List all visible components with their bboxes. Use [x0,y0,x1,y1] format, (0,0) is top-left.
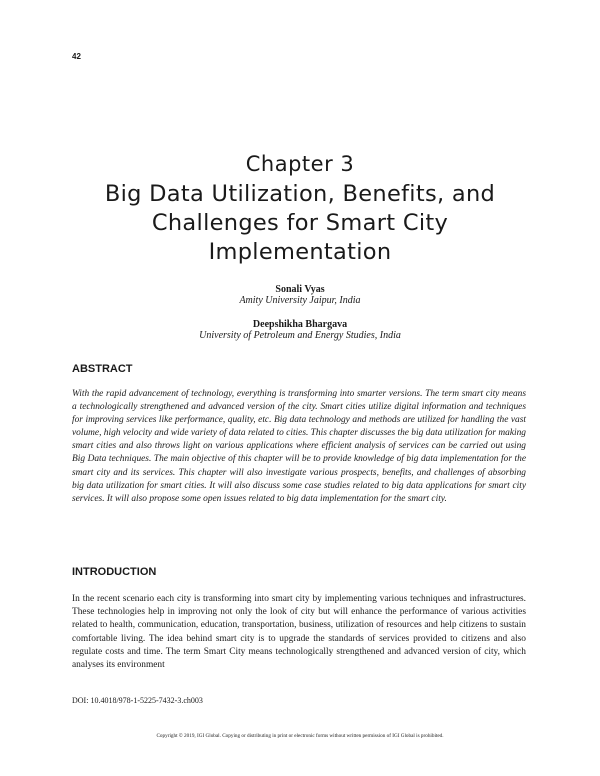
introduction-heading: INTRODUCTION [72,566,157,578]
author-affiliation: University of Petroleum and Energy Studies, India [199,330,401,341]
copyright-notice: Copyright © 2019, IGI Global. Copying or distributing in print or electronic forms without written permission of IGI Global is prohibited. [156,733,444,739]
author-affiliation: Amity University Jaipur, India [239,295,361,306]
doi: DOI: 10.4018/978-1-5225-7432-3.ch003 [72,696,203,705]
page-number: 42 [72,52,81,61]
author-name: Sonali Vyas [275,284,325,295]
abstract-text: With the rapid advancement of technology, everything is transforming into smarter versions. The term smart city means a technologically strengthened and advanced version of the city. Smart cities utilize digital information and techniques for improving services like performance, quality, etc. Big data technology and methods are utilized for handling the vast volume, high velocity and wide variety of data related to cities. This chapter discusses the big data utilization for making smart cities and also throws light on various applications where efficient analysis of services can be carried out using Big Data techniques. The main objective of this chapter will be to provide knowledge of big data implementation for the smart city and its services. This chapter will also investigate various prospects, benefits, and challenges of absorbing big data utilization for smart cities. It will also discuss some case studies related to big data applications for smart city services. It will also propose some open issues related to big data implementation for the smart city. [72,389,526,504]
author-block-2 [0,319,600,341]
author-block-1 [0,284,600,306]
introduction-text: In the recent scenario each city is transforming into smart city by implementing various techniques and infrastructures. These technologies help in improving not only the look of city but will enhance the performance of various activities related to health, communication, education, transportation, business, utilization of resources and help citizens to sustain comfortable living. The idea behind smart city is to upgrade the standards of services provided to citizens and also regulate costs and time. The term Smart City means technologically strengthened and advanced version of city, which analyses its environment [72,594,526,671]
chapter-title: Big Data Utilization, Benefits, and Challenges for Smart City Implementation [104,181,496,265]
chapter-label: Chapter 3 [245,152,355,176]
author-name: Deepshikha Bhargava [252,319,348,330]
abstract-heading: ABSTRACT [72,363,133,375]
